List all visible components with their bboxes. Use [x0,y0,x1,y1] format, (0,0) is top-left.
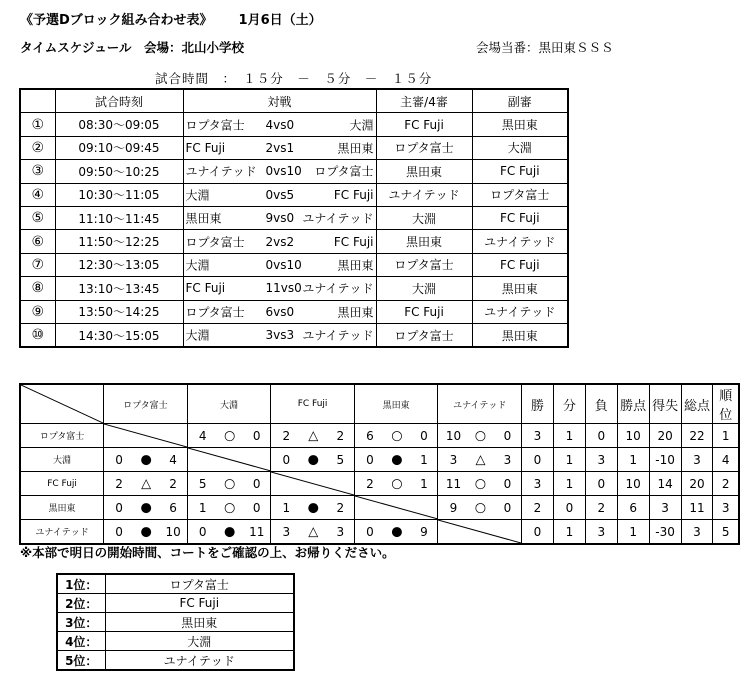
ranking-place: 2位： [57,594,105,613]
home-team: ロプタ富士 [185,118,245,133]
diagonal-line [271,472,354,495]
home-team: 大淵 [185,258,210,273]
assistant-referee: ユナイテッド [472,230,568,253]
league-result-cell [438,424,522,448]
result-mark: ○ [224,476,236,491]
goals-against: 0 [503,428,512,443]
goals-for: 3 [282,524,291,539]
assistant-referee: 黒田東 [472,113,568,136]
league-stat-cell: 3 [522,424,554,448]
league-column-stat: 分 [553,384,585,424]
assistant-referee: FC Fuji [472,160,568,183]
match-time: 13:10～13:45 [55,277,183,300]
match-number: ⑦ [20,253,55,276]
league-result-cell [104,448,188,472]
referee: FC Fuji [376,300,472,323]
match-score: 9vs0 [265,211,295,226]
away-team: ユナイテッド [302,211,374,226]
ranking-place: 3位： [57,613,105,632]
referee: ロプタ富士 [376,323,472,347]
schedule-header-time: 試合時刻 [55,89,183,113]
goals-for: 4 [198,428,207,443]
league-column-team: 黒田東 [354,384,438,424]
league-stat-cell: 0 [585,472,617,496]
result-mark: △ [141,476,152,491]
away-team: ユナイテッド [302,328,374,343]
assistant-referee: FC Fuji [472,206,568,229]
goals-against: 4 [169,452,177,467]
match-number: ③ [20,160,55,183]
goals-against: 6 [169,500,177,515]
home-team: ユナイテッド [185,164,257,179]
diagonal-line [355,496,438,519]
referee: FC Fuji [376,113,472,136]
away-team: 黒田東 [337,141,374,156]
league-column-team: ロプタ富士 [104,384,188,424]
schedule-header-row [20,89,568,113]
self-match-diagonal [104,424,187,447]
match-pairing [183,323,376,347]
match-pairing [183,277,376,300]
league-table [19,383,740,545]
goals-against: 2 [169,476,177,491]
self-match-diagonal [438,520,521,543]
goals-for: 2 [282,428,291,443]
league-stat-cell: 3 [713,496,739,520]
self-match-diagonal [271,472,354,495]
league-column-stat: 順位 [713,384,739,424]
home-team: 大淵 [185,328,210,343]
home-team: 黒田東 [185,211,222,226]
league-column-stat: 勝 [522,384,554,424]
away-team: 黒田東 [337,258,374,273]
result-mark: △ [308,524,319,539]
away-team: 大淵 [349,118,374,133]
goals-against: 1 [420,452,428,467]
league-stat-cell: 1 [713,424,739,448]
league-result-cell [187,496,271,520]
schedule-table [19,88,569,348]
league-stat-cell: 0 [553,496,585,520]
league-result-cell [187,472,271,496]
league-header-row [20,384,739,424]
schedule-row [20,206,568,229]
goals-for: 5 [198,476,207,491]
league-stat-cell: 3 [649,496,681,520]
league-stat-cell: 3 [681,448,713,472]
ranking-row [57,613,294,632]
goals-for: 0 [115,500,123,515]
goals-for: 2 [366,476,374,491]
league-stat-cell: 22 [681,424,713,448]
referee: 黒田東 [376,160,472,183]
match-pairing [183,183,376,206]
league-result-cell [271,448,355,472]
goals-for: 1 [198,500,207,515]
result-mark: △ [308,428,319,443]
league-stat-cell: 1 [553,472,585,496]
ranking-team: FC Fuji [105,594,294,613]
league-stat-cell: 10 [617,424,649,448]
goals-for: 10 [445,428,462,443]
league-stat-cell: 1 [553,448,585,472]
league-result-cell [354,424,438,448]
match-score: 3vs3 [265,328,295,343]
league-result-cell [271,520,355,545]
home-team: 大淵 [185,188,210,203]
result-mark: ○ [391,428,403,443]
goals-against: 0 [503,476,512,491]
league-row [20,424,739,448]
match-number: ④ [20,183,55,206]
league-stat-cell: 5 [713,520,739,545]
schedule-header-assistant: 副審 [472,89,568,113]
goals-against: 0 [252,476,261,491]
match-time: 10:30～11:05 [55,183,183,206]
result-mark: ○ [224,428,236,443]
result-mark: ● [391,524,403,539]
match-time: 14:30～15:05 [55,323,183,347]
result-mark: ○ [474,500,487,515]
league-stat-cell: -10 [649,448,681,472]
match-number: ⑥ [20,230,55,253]
goals-for: 1 [282,500,291,515]
match-score: 0vs5 [265,187,295,202]
away-team: ユナイテッド [302,281,374,296]
assistant-referee: 黒田東 [472,323,568,347]
league-column-team: ユナイテッド [438,384,522,424]
match-pairing [183,253,376,276]
league-result-cell [438,448,522,472]
ranking-team: 大淵 [105,632,294,651]
league-column-team: 大淵 [187,384,271,424]
assistant-referee: FC Fuji [472,253,568,276]
match-pairing [183,160,376,183]
ranking-table [56,573,295,671]
self-match-diagonal [355,496,438,519]
goals-against: 3 [503,452,512,467]
match-number: ⑤ [20,206,55,229]
referee: ロプタ富士 [376,253,472,276]
league-row [20,520,739,545]
league-stat-cell: 0 [585,424,617,448]
title-date: 1月6日（土） [238,13,322,28]
assistant-referee: 黒田東 [472,277,568,300]
ranking-team: ユナイテッド [105,651,294,671]
league-result-cell [104,472,188,496]
match-pairing [183,113,376,136]
league-result-cell [438,472,522,496]
league-stat-cell: 1 [617,448,649,472]
league-stat-cell: 20 [681,472,713,496]
league-stat-cell: 1 [553,520,585,545]
match-time: 09:10～09:45 [55,136,183,159]
assistant-referee: ロプタ富士 [472,183,568,206]
league-result-cell [438,496,522,520]
league-self-cell [187,448,271,472]
goals-for: 0 [366,452,374,467]
goals-for: 6 [366,428,374,443]
league-stat-cell: 1 [553,424,585,448]
league-corner-cell [20,384,104,424]
schedule-row [20,183,568,206]
goals-for: 9 [449,500,458,515]
ranking-team: ロプタ富士 [105,574,294,594]
title-text: 《予選Dブロック組み合わせ表》 [20,13,213,28]
diagonal-line [104,424,187,447]
goals-for: 0 [366,524,374,539]
goals-against: 11 [249,524,265,539]
goals-against: 2 [336,500,345,515]
goals-for: 2 [115,476,123,491]
league-stat-cell: 1 [617,520,649,545]
home-team: ロプタ富士 [185,305,245,320]
league-stat-cell: 2 [585,496,617,520]
schedule-row [20,300,568,323]
corner-diagonal [21,385,103,423]
league-column-stat: 総点 [681,384,713,424]
goals-against: 3 [336,524,345,539]
league-row [20,448,739,472]
result-mark: ● [307,452,319,467]
result-mark: ○ [474,476,487,491]
league-self-cell [354,496,438,520]
league-row-team: ロプタ富士 [20,424,104,448]
referee: ユナイテッド [376,183,472,206]
notice-text: ※本部で明日の開始時間、コートをご確認の上、お帰りください。 [20,545,395,560]
league-row [20,496,739,520]
ranking-team: 黒田東 [105,613,294,632]
home-team: ロプタ富士 [185,235,245,250]
match-pairing [183,300,376,323]
match-time: 11:50～12:25 [55,230,183,253]
goals-against: 1 [420,476,428,491]
match-pairing [183,206,376,229]
schedule-row [20,136,568,159]
result-mark: ● [224,524,236,539]
result-mark: ● [140,500,152,515]
league-result-cell [354,472,438,496]
match-number: ⑧ [20,277,55,300]
match-number: ② [20,136,55,159]
away-team: 黒田東 [337,305,374,320]
diagonal-line [188,448,271,471]
league-stat-cell: 6 [617,496,649,520]
league-result-cell [271,496,355,520]
schedule-row [20,253,568,276]
league-row-team: FC Fuji [20,472,104,496]
referee: 黒田東 [376,230,472,253]
league-column-stat: 得失 [649,384,681,424]
goals-for: 0 [282,452,291,467]
league-result-cell [104,496,188,520]
league-row [20,472,739,496]
away-team: ロプタ富士 [314,164,374,179]
league-result-cell [354,520,438,545]
league-row-team: 黒田東 [20,496,104,520]
goals-against: 0 [420,428,428,443]
referee: ロプタ富士 [376,136,472,159]
result-mark: ● [307,500,319,515]
goals-for: 11 [445,476,462,491]
away-team: FC Fuji [333,187,374,202]
match-score: 2vs1 [265,140,295,155]
match-pairing [183,136,376,159]
result-mark: ● [391,452,403,467]
assistant-referee: 大淵 [472,136,568,159]
league-result-cell [187,520,271,545]
league-stat-cell: -30 [649,520,681,545]
match-time: 12:30～13:05 [55,253,183,276]
result-mark: ○ [474,428,487,443]
schedule-header-no [20,89,55,113]
assistant-referee: ユナイテッド [472,300,568,323]
goals-for: 0 [198,524,207,539]
match-time: 11:10～11:45 [55,206,183,229]
referee: 大淵 [376,277,472,300]
ranking-place: 1位： [57,574,105,594]
result-mark: ○ [224,500,236,515]
schedule-header-match: 対戦 [183,89,376,113]
match-time: 08:30～09:05 [55,113,183,136]
diagonal-line [438,520,521,543]
league-result-cell [354,448,438,472]
match-duration: 試合時間 ： １５分 － ５分 － １５分 [155,71,433,86]
league-stat-cell: 2 [522,496,554,520]
goals-against: 0 [252,428,261,443]
match-time: 09:50～10:25 [55,160,183,183]
page-title [20,9,322,28]
league-stat-cell: 14 [649,472,681,496]
ranking-row [57,574,294,594]
league-stat-cell: 2 [713,472,739,496]
match-score: 11vs0 [265,281,302,296]
match-score: 0vs10 [265,257,302,272]
league-stat-cell: 3 [522,472,554,496]
goals-for: 0 [115,452,123,467]
goals-against: 0 [252,500,261,515]
result-mark: ● [140,524,152,539]
league-result-cell [104,520,188,545]
league-stat-cell: 3 [585,520,617,545]
goals-against: 5 [336,452,345,467]
goals-against: 2 [336,428,345,443]
league-column-stat: 勝点 [617,384,649,424]
goals-against: 0 [503,500,512,515]
league-column-stat: 負 [585,384,617,424]
schedule-row [20,230,568,253]
schedule-row [20,160,568,183]
host-team: 会場当番：黒田東ＳＳＳ [476,40,614,55]
match-score: 2vs2 [265,234,295,249]
match-number: ⑩ [20,323,55,347]
self-match-diagonal [188,448,271,471]
league-self-cell [104,424,188,448]
match-number: ① [20,113,55,136]
home-team: FC Fuji [185,140,226,155]
match-number: ⑨ [20,300,55,323]
result-mark: ○ [391,476,403,491]
home-team: FC Fuji [185,281,226,296]
league-stat-cell: 3 [585,448,617,472]
result-mark: △ [475,452,486,467]
league-stat-cell: 4 [713,448,739,472]
diagonal-line [21,385,103,423]
ranking-row [57,651,294,671]
goals-for: 3 [449,452,458,467]
league-row-team: 大淵 [20,448,104,472]
match-time: 13:50～14:25 [55,300,183,323]
league-column-team: FC Fuji [271,384,355,424]
ranking-row [57,594,294,613]
league-stat-cell: 0 [522,520,554,545]
league-self-cell [271,472,355,496]
schedule-row [20,323,568,347]
away-team: FC Fuji [333,234,374,249]
goals-against: 10 [165,524,181,539]
goals-for: 0 [115,524,123,539]
ranking-row [57,632,294,651]
referee: 大淵 [376,206,472,229]
match-score: 4vs0 [265,117,295,132]
league-result-cell [271,424,355,448]
league-stat-cell: 10 [617,472,649,496]
league-stat-cell: 20 [649,424,681,448]
league-result-cell [187,424,271,448]
goals-against: 9 [420,524,428,539]
league-row-team: ユナイテッド [20,520,104,545]
ranking-place: 5位： [57,651,105,671]
schedule-row [20,113,568,136]
venue-subtitle: タイムスケジュール 会場：北山小学校 [20,40,245,55]
league-stat-cell: 0 [522,448,554,472]
match-score: 0vs10 [265,164,302,179]
match-score: 6vs0 [265,304,295,319]
result-mark: ● [140,452,152,467]
ranking-place: 4位： [57,632,105,651]
match-pairing [183,230,376,253]
schedule-header-referee: 主審/4審 [376,89,472,113]
league-self-cell [438,520,522,545]
league-stat-cell: 3 [681,520,713,545]
league-stat-cell: 11 [681,496,713,520]
schedule-row [20,277,568,300]
